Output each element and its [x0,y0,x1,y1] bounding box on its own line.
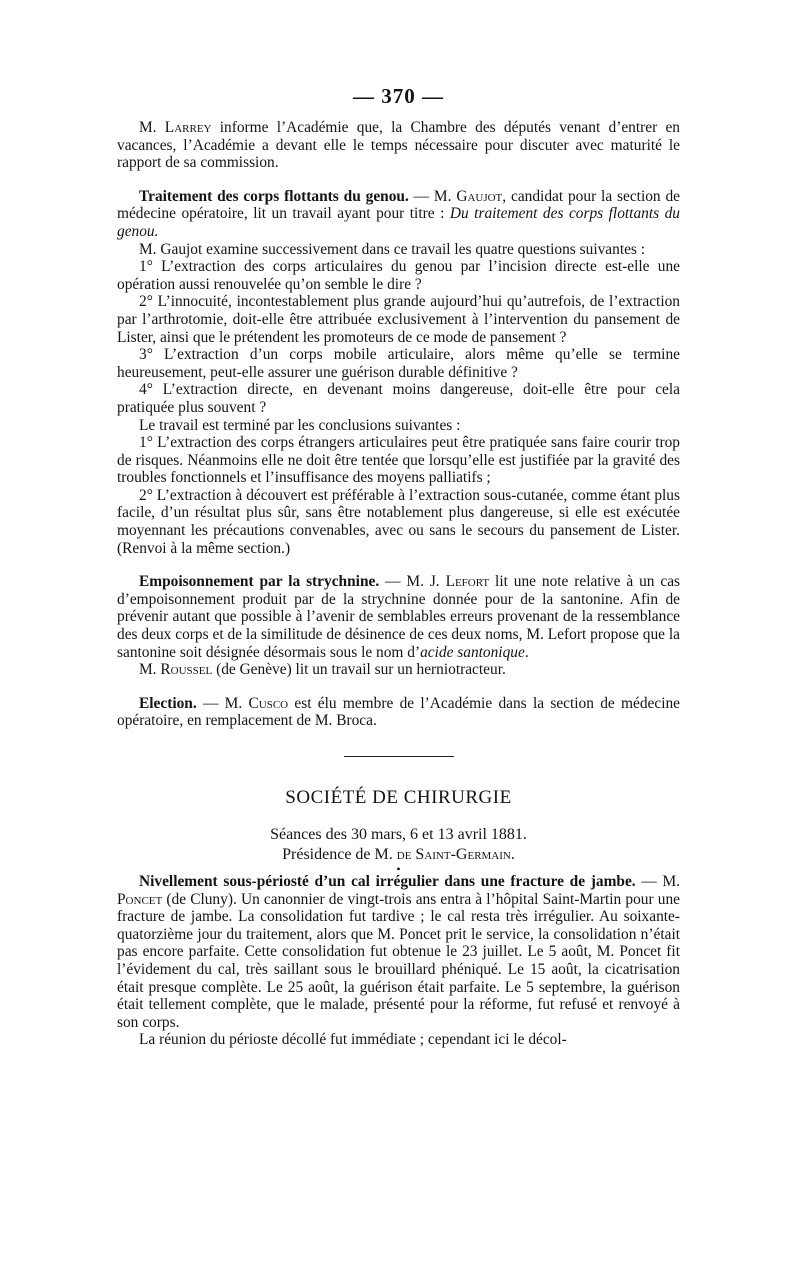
work-title: Du traitement des corps flottants du genou. [117,205,681,240]
text-fragment: lit une note relative à un cas d’empoisonnement produit par de la strychnine donnée pour de la santonine. Afin de prévenir autant que possible à l’avenir de semblables erreurs provenant de la ressemblance des deux corps et de la similitude de désinence de ces deux noms, M. Lefort propose que la santonine soit désignée désormais sous le nom d’ [117,573,681,661]
paragraph-text: M. Gaujot examine successivement dans ce travail les quatre questions suivantes : [139,240,646,258]
paragraph-roussel [117,661,680,679]
text-fragment: de [396,846,412,863]
person-name: Roussel [160,661,213,679]
section-divider [344,756,454,757]
section-heading: Traitement des corps flottants du genou. [139,187,409,205]
text-fragment: . [510,846,515,863]
person-name: Gaujot [456,187,503,205]
text-fragment: (de Cluny). Un canonnier de vingt-trois ans entra à l’hôpital Saint-Martin pour une fracture de jambe. La consolidation fut tardive ; le cal resta très irrégulier. Au soixante-quatorzième jour du traitement, alors que M. Poncet prit le service, la consolidation n’était pas encore parfaite. Cette consolidation fut obtenue le 23 juillet. Le 5 août, M. Poncet fit l’évidement du cal, très saillant sous le brouillard phéniqué. Le 15 août, la cicatrisation était presque complète. Le 25 août, la guérison était parfaite. Le 5 septembre, la guérison était tellement complète, que le malade, présenté pour la réforme, fut refusé et renvoyé à son corps. [117,890,680,1031]
conclusion-2: 2° L’extraction à découvert est préférable à l’extraction sous-cutanée, comme étant plus facile, d’un résultat plus sûr, sans être notablement plus dangereuse, si elle est exécutée moyennant les précautions convenables, avec ou sans le secours du pansement de Lister. (Renvoi à la même section.) [117,486,680,557]
text-fragment: (de Genève) lit un travail sur un herniotracteur. [212,661,506,679]
paragraph-strychnine [117,573,680,661]
paragraph-last-line: La réunion du périoste décollé fut immédiate ; cependant ici le décol- [139,1031,567,1049]
paragraph-nivellement [117,873,680,1031]
society-title: SOCIÉTÉ DE CHIRURGIE [285,787,512,808]
section-heading: Empoisonnement par la strychnine. [139,573,380,591]
person-name: Lefort [445,573,490,591]
page-number: — 370 — [353,84,444,108]
text-fragment: . [524,643,529,661]
text-fragment: — M. [635,873,680,890]
conclusion-1: 1° L’extraction des corps étrangers articulaires peut être pratiquée sans faire courir trop de risques. Néanmoins elle ne doit être tentée que lorsqu’elle est justifiée par la gravité des troubles fonctionnels et l’insuffisance des moyens palliatifs ; [117,434,680,487]
text-fragment: est élu membre de l’Académie dans la section de médecine opératoire, en remplacement de M. Broca. [117,694,680,730]
question-3: 3° L’extraction d’un corps mobile articulaire, alors même qu’elle se termine heureusement, peut-elle assurer une guérison durable définitive ? [117,346,680,381]
person-name: M. Larrey [139,119,212,136]
text-fragment: Présidence de M. [282,846,397,863]
section-heading: Nivellement sous-périosté d’un cal irrégulier dans une fracture de jambe. [139,873,636,890]
paragraph-gaujot [117,188,680,241]
conclusions-intro: Le travail est terminé par les conclusions suivantes : [139,416,461,434]
section-heading: Election. [139,694,197,712]
paragraph-text: informe l’Académie que, la Chambre des députés venant d’entrer en vacances, l’Académie a devant elle le temps nécessaire pour discuter avec maturité le rapport de sa commission. [117,119,680,172]
text-fragment: , candidat pour la section de médecine opératoire, lit un travail ayant pour titre : [117,187,680,223]
document-page [117,84,680,1049]
question-4: 4° L’extraction directe, en devenant moins dangereuse, doit-elle être pour cela pratiquée plus souvent ? [117,381,680,416]
question-2: 2° L’innocuité, incontestablement plus grande aujourd’hui qu’autrefois, de l’extraction par l’arthrotomie, doit-elle être attribuée exclusivement à l’intervention du pansement de Lister, ainsi que le prétendent les promoteurs de ce mode de pansement ? [117,293,680,346]
text-fragment: M. [139,661,161,679]
paragraph-election [117,695,680,730]
text-fragment: — M. J. [379,573,446,591]
bullet-mark: • [396,862,401,876]
person-name: Poncet [117,890,163,908]
italic-term: acide santonique [420,643,525,661]
person-name: Cusco [248,694,289,712]
paragraph-larrey [117,119,680,172]
session-dates: Séances des 30 mars, 6 et 13 avril 1881. [270,826,527,843]
question-1: 1° L’extraction des corps articulaires du genou par l’incision directe est-elle une opération aussi renouvelée qu’on semble le dire ? [117,258,680,293]
text-fragment: — M. [408,187,457,205]
text-fragment: — M. [196,694,249,712]
person-name: Saint-Germain [415,846,511,863]
